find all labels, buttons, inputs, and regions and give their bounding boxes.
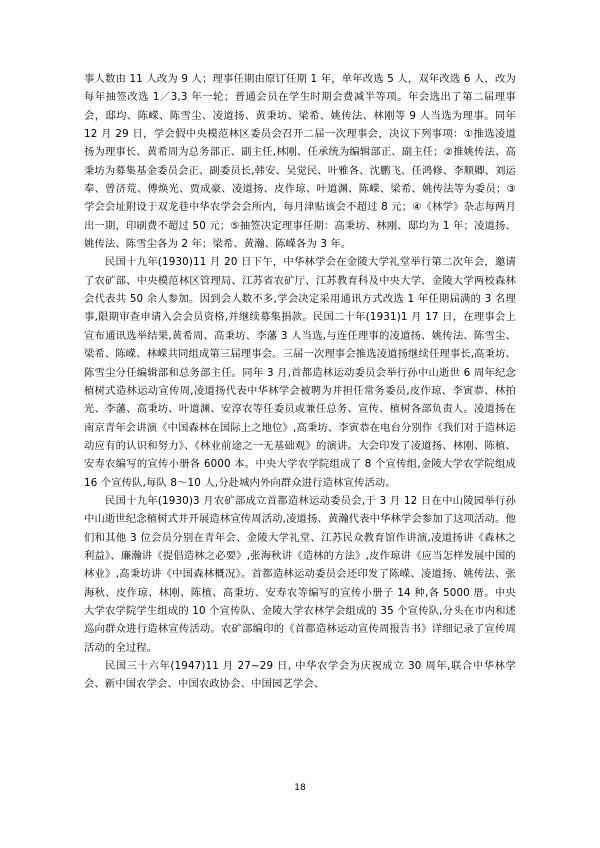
paragraph: 事人数由 11 人改为 9 人；理事任期由原订任期 1 年，单年改选 5 人，双年改选 6 人，改为每年抽签改选 1／3,3 年一轮；普通会员在学生时期会费减半等项。年会选出了第二届理事会，邸均、陈嵘、陈雪尘、凌道扬、黄秉坊、梁希、姚传法、林刚等 9 人当选为理事。同年 12 月 29 日，学会假中央模范林区委员会召开二届一次理事会，决议下列事项：①推选凌道扬为理事长、黄希周为总务部正、副主任,林刚、任承统为编辑部正、副主任；②推姚传法、高秉坊为募集基金委员会正、副委员长,韩安、吴觉民、叶雅各、沈鹏飞、任鸿修、李顺卿、刘运奉、曾济荒、傅焕光、贾成豪、凌道扬、皮作琼、叶道渊、陈嵘、梁希、姚传法等为委员；③学会会址附设于双龙巷中华农学会会所内，每月津贴该会不超过 8 元；④《林学》杂志每两月出一期，印刷费不超过 50 元；⑤抽签决定理事任期：高秉坊、林刚、邸均为 1 年；凌道扬、姚传法、陈雪尘各为 2 年；梁希、黄瀚、陈嵘各为 3 年。 [84, 73, 516, 251]
page-number: 18 [294, 783, 306, 793]
paragraph: 民国三十六年(1947)11 月 27~29 日, 中华农学会为庆祝成立 30 周年,联合中华林学会、新中国农学会、中国农政协会、中国园艺学会、 [84, 660, 516, 691]
page-body [84, 70, 516, 694]
paragraph: 民国十九年(1930)11 月 20 日下午，中华林学会在金陵大学礼堂举行第二次年会，邀请了农矿部、中央模范林区管理局、江苏省农矿厅、江苏教育科及中央大学、金陵大学两校森林会代表共 50 余人参加。因到会人数不多,学会决定采用通讯方式改选 1 年任期届满的 3 名理事,限期审查申请入会会员资格,并继续募集捐款。民国二十年(1931)1 月 17 日，在理事会上宣布通讯选举结果,黄希周、高秉坊、李藩 3 人当选,与连任理事的凌道扬、姚传法、陈雪尘、梁希、陈嵘、林嵘共同组成第三届理事会。三届一次理事会推选凌道扬继续任理事长,高秉坊、陈雪尘分任编辑部和总务部主任。同年 3 月,首都造林运动委员会举行孙中山逝世 6 周年纪念植树式造林运动宣传周,凌道扬代表中华林学会被聘为并担任常务委员,皮作琼、李寅恭、林拍光、李藩、高秉坊、叶道渊、安淳农等任委员或兼任总务、宣传、植树各部负责人。凌道扬在南京青年会讲演《中国森林在国际上之地位》,高秉坊、李寅恭在电台分别作《我们对于造林运动应有的认识和努力》、《林业前途之一无基础观》的演讲。大会印发了凌道扬、林刚、陈植、安寿农编写的宣传小册各 6000 本。中央大学农学院组成了 8 个宣传组,金陵大学农学院组成 16 个宣传队,每队 8～10 人,分赴城内外向群众进行造林宣传活动。 [84, 256, 516, 489]
paragraph: 民国十九年(1930)3 月农矿部成立首都造林运动委员会,于 3 月 12 日在中山陵园举行孙中山逝世纪念植树式并开展造林宣传周活动,凌道扬、黄瀚代表中华林学会参加了这项活动。他们和其他 3 位会员分别在青年会、金陵大学礼堂、江苏民众教育馆作讲演,凌道扬讲《森林之利益》、廉瀚讲《提倡造林之必要》,张海秋讲《造林的方法》,皮作琼讲《应当怎样发展中国的林业》,高秉坊讲《中国森林概况》。首都造林运动委员会还印发了陈嵘、凌道扬、姚传法、张海秋、皮作琼、林刚、陈植、高秉坊、安寿农等编写的宣传小册子 14 种,各 5000 厝。中央大学农学院学生组成的 10 个宣传队、金陵大学农林学会组成的 35 个宣传队,分头在市内和述巡向群众进行造林宣传活动。农矿部编印的《首都造林运动宣传周报告书》详细记录了宣传周活动的全过程。 [84, 494, 516, 654]
